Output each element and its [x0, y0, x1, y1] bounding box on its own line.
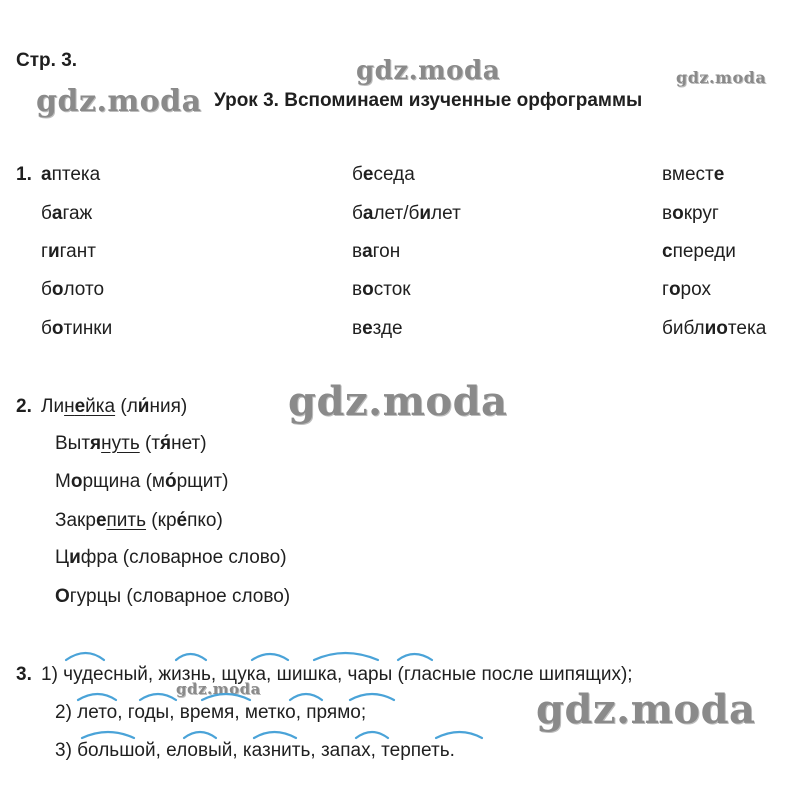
watermark: gdz.moda	[36, 84, 202, 119]
word-item: аптека	[41, 164, 101, 185]
root-arc	[202, 694, 250, 700]
word-item: ботинки	[41, 318, 113, 339]
task-2-line: Цифра (словарное слово)	[55, 547, 287, 568]
word-item: гигант	[41, 241, 96, 262]
page-reference: Стр. 3.	[16, 50, 78, 71]
word-item: горох	[662, 279, 711, 300]
root-arc	[436, 732, 482, 738]
watermark: gdz.moda	[176, 680, 261, 698]
word-item: болото	[41, 279, 105, 300]
lesson-title: Урок 3. Вспоминаем изученные орфограммы	[214, 90, 643, 111]
task-3-line: 1) чудесный, жизнь, щука, шишка, чары (гласные после шипящих);	[41, 664, 633, 685]
root-arc	[140, 694, 176, 700]
task-2-line: Закрепить (кре ́пко)	[55, 510, 223, 532]
root-arc	[314, 653, 378, 660]
root-arc	[398, 654, 432, 660]
root-arc	[252, 654, 288, 660]
watermark: gdz.moda	[536, 686, 756, 733]
task-2-line: Огурцы (словарное слово)	[55, 586, 291, 607]
root-arc	[82, 732, 134, 738]
root-arc	[176, 654, 206, 660]
word-item: багаж	[41, 203, 93, 224]
root-arc	[290, 694, 322, 700]
word-item: везде	[352, 318, 403, 339]
task-3-line: 3) большой, еловый, казнить, запах, терпеть.	[55, 740, 455, 761]
watermark: gdz.moda	[676, 68, 767, 87]
word-item: вокруг	[662, 203, 719, 224]
root-arc	[66, 653, 104, 660]
word-item: беседа	[352, 164, 415, 185]
root-arc	[356, 732, 388, 738]
root-arc	[184, 732, 216, 738]
task-2-line: Линейка (ли ́ния)	[41, 396, 187, 418]
watermark: gdz.moda	[356, 56, 501, 86]
word-item: вместе	[662, 164, 725, 185]
word-item: спереди	[662, 241, 736, 262]
task-3-line: 2) лето, годы, время, метко, прямо;	[55, 702, 367, 723]
task-1-number: 1.	[16, 164, 32, 185]
task-3-number: 3.	[16, 664, 32, 685]
task-2-number: 2.	[16, 396, 32, 417]
task-2-line: Вытянуть (тя ́нет)	[55, 433, 207, 455]
word-item: вагон	[352, 241, 401, 262]
word-item: библиотека	[662, 318, 767, 339]
watermark: gdz.moda	[288, 378, 508, 425]
root-arc	[254, 732, 296, 738]
root-arc	[350, 694, 394, 700]
task-2-line: Морщина (мо ́рщит)	[55, 471, 228, 493]
root-arc	[78, 694, 116, 700]
word-item: восток	[352, 279, 411, 300]
word-item: балет/билет	[352, 203, 461, 224]
